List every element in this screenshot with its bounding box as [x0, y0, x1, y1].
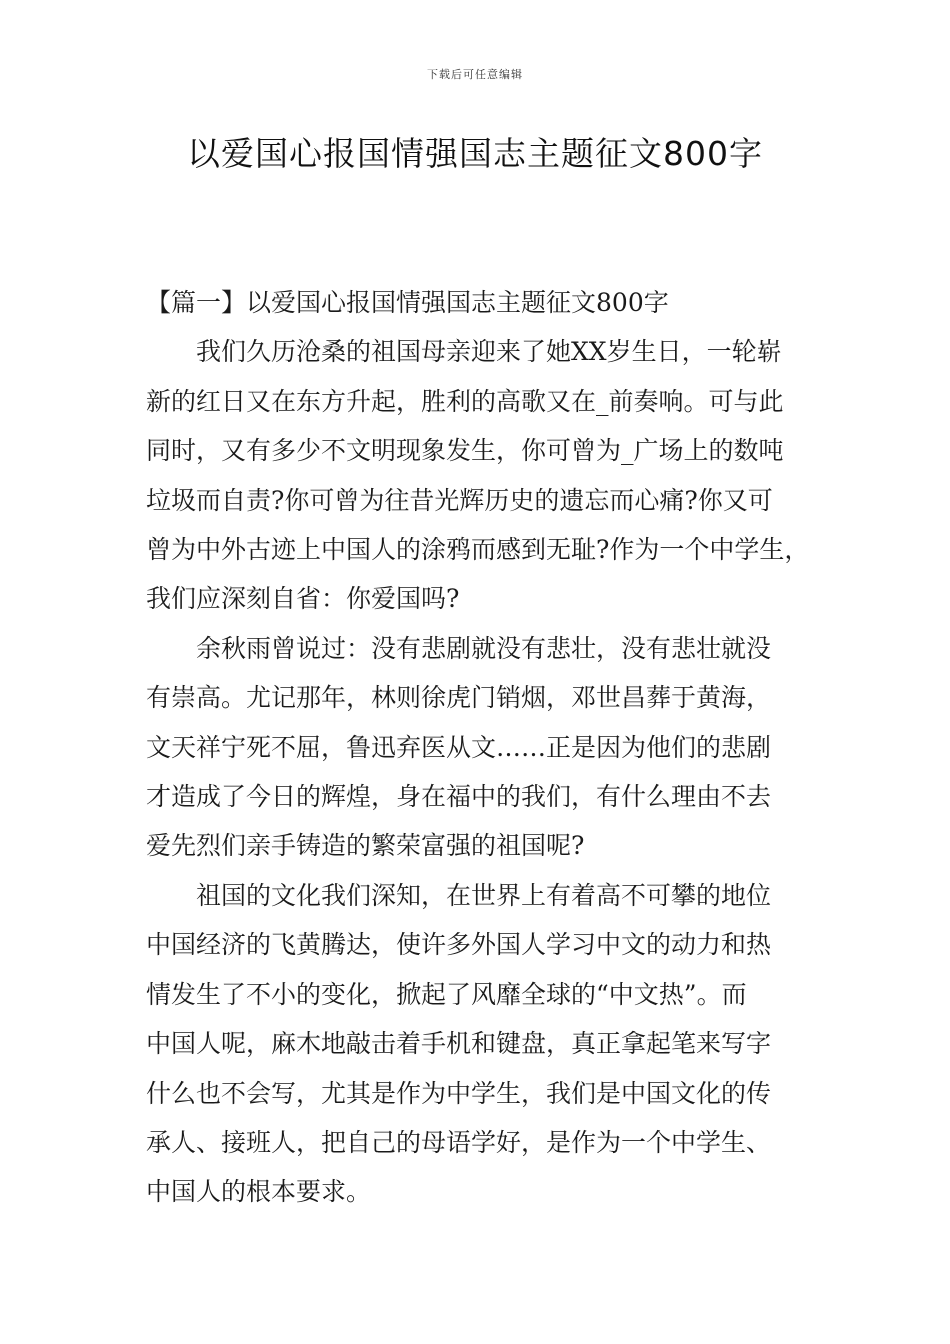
paragraph-line: 什么也不会写，尤其是作为中学生，我们是中国文化的传 [146, 1078, 772, 1108]
paragraph-line: 中国人的根本要求。 [146, 1177, 372, 1207]
paragraph-line: 中国经济的飞黄腾达，使许多外国人学习中文的动力和热 [146, 930, 772, 960]
paragraph-line: 祖国的文化我们深知，在世界上有着高不可攀的地位 [196, 880, 772, 910]
paragraph-line: 曾为中外古迹上中国人的涂鸦而感到无耻?作为一个中学生， [146, 535, 810, 565]
paragraph-line: 文天祥宁死不屈，鲁迅弃医从文……正是因为他们的悲剧 [146, 732, 772, 762]
header-note: 下载后可任意编辑 [427, 68, 523, 81]
paragraph-line: 垃圾而自责?你可曾为往昔光辉历史的遗忘而心痛?你又可 [146, 485, 773, 515]
paragraph-line: 爱先烈们亲手铸造的繁荣富强的祖国呢? [146, 831, 585, 861]
paragraph-1 [146, 327, 816, 623]
paragraph-line: 我们应深刻自省：你爱国吗? [146, 584, 460, 614]
paragraph-line: 余秋雨曾说过：没有悲剧就没有悲壮，没有悲壮就没 [196, 633, 772, 663]
paragraph-line: 情发生了不小的变化，掀起了风靡全球的“中文热”。而 [146, 979, 747, 1009]
paragraph-line: 我们久历沧桑的祖国母亲迎来了她XX岁生日，一轮崭 [196, 337, 782, 367]
paragraph-3 [146, 871, 816, 1217]
paragraph-line: 同时，又有多少不文明现象发生，你可曾为_广场上的数吨 [146, 436, 784, 466]
paragraph-line: 有崇高。尤记那年，林则徐虎门销烟，邓世昌葬于黄海， [146, 683, 772, 713]
document-title: 以爱国心报国情强国志主题征文800字 [187, 134, 763, 173]
paragraph-line: 新的红日又在东方升起，胜利的高歌又在_前奏响。可与此 [146, 386, 784, 416]
paragraph-line: 中国人呢，麻木地敲击着手机和键盘，真正拿起笔来写字 [146, 1029, 772, 1059]
paragraph-2 [146, 624, 816, 871]
section-heading: 【篇一】以爱国心报国情强国志主题征文800字 [146, 288, 669, 317]
paragraph-line: 承人、接班人，把自己的母语学好，是作为一个中学生、 [146, 1127, 772, 1157]
article-body [146, 278, 816, 1217]
paragraph-line: 才造成了今日的辉煌，身在福中的我们，有什么理由不去 [146, 782, 772, 812]
